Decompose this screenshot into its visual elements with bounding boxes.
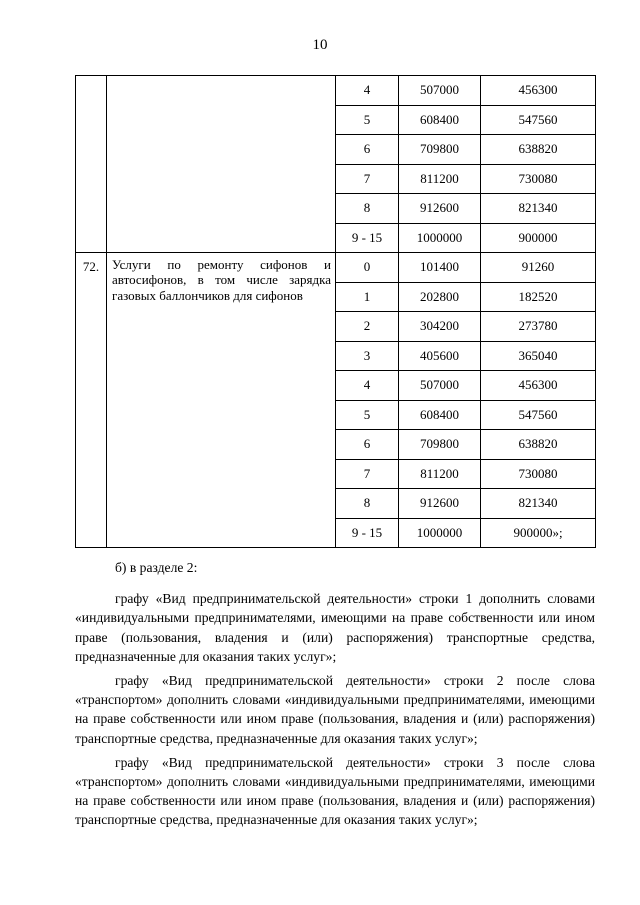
value-cell: 912600 (399, 194, 481, 224)
load-cell: 5 (336, 105, 399, 135)
number-cell-empty (76, 76, 107, 253)
load-cell: 6 (336, 135, 399, 165)
value-cell: 182520 (481, 282, 596, 312)
item-description: Услуги по ремонту сифонов и автосифонов, в том числе зарядка газовых баллончиков для сифонов (107, 253, 336, 548)
value-cell: 202800 (399, 282, 481, 312)
description-cell-empty (107, 76, 336, 253)
load-cell: 7 (336, 459, 399, 489)
tariff-table (75, 75, 596, 548)
load-cell: 3 (336, 341, 399, 371)
value-cell: 273780 (481, 312, 596, 342)
load-cell: 4 (336, 371, 399, 401)
value-cell: 811200 (399, 459, 481, 489)
value-cell: 608400 (399, 105, 481, 135)
amendment-text (75, 558, 595, 835)
value-cell: 821340 (481, 194, 596, 224)
value-cell: 365040 (481, 341, 596, 371)
value-cell: 900000»; (481, 518, 596, 548)
value-cell: 456300 (481, 371, 596, 401)
paragraph-line-1: графу «Вид предпринимательской деятельности» строки 1 дополнить словами «индивидуальными предпринимателями, имеющими на праве собственности или ином праве (пользования, владения и (или) распоряжения) транспортные средства, предназначенные для оказания таких услуг»; (75, 591, 595, 664)
load-cell: 2 (336, 312, 399, 342)
item-number: 72. (76, 253, 107, 548)
value-cell: 811200 (399, 164, 481, 194)
paragraph-line-2: графу «Вид предпринимательской деятельности» строки 2 после слова «транспортом» дополнить словами «индивидуальными предпринимателями, имеющими на праве собственности или ином праве (пользования, владения и (или) распоряжения) транспортные средства, предназначенные для оказания таких услуг»; (75, 673, 595, 746)
load-cell: 7 (336, 164, 399, 194)
value-cell: 507000 (399, 371, 481, 401)
load-cell: 6 (336, 430, 399, 460)
load-cell: 5 (336, 400, 399, 430)
value-cell: 608400 (399, 400, 481, 430)
value-cell: 91260 (481, 253, 596, 283)
value-cell: 638820 (481, 135, 596, 165)
load-cell: 4 (336, 76, 399, 106)
value-cell: 507000 (399, 76, 481, 106)
value-cell: 1000000 (399, 518, 481, 548)
value-cell: 304200 (399, 312, 481, 342)
value-cell: 912600 (399, 489, 481, 519)
value-cell: 547560 (481, 400, 596, 430)
value-cell: 1000000 (399, 223, 481, 253)
load-cell: 1 (336, 282, 399, 312)
value-cell: 547560 (481, 105, 596, 135)
value-cell: 900000 (481, 223, 596, 253)
value-cell: 821340 (481, 489, 596, 519)
value-cell: 405600 (399, 341, 481, 371)
section-b-heading: б) в разделе 2: (115, 560, 198, 575)
table-row (76, 253, 596, 283)
load-cell: 9 - 15 (336, 223, 399, 253)
table-row (76, 76, 596, 106)
value-cell: 730080 (481, 164, 596, 194)
paragraph-line-3: графу «Вид предпринимательской деятельности» строки 3 после слова «транспортом» дополнить словами «индивидуальными предпринимателями, имеющими на праве собственности или ином праве (пользования, владения и (или) распоряжения) транспортные средства, предназначенные для оказания таких услуг»; (75, 754, 595, 828)
value-cell: 730080 (481, 459, 596, 489)
value-cell: 638820 (481, 430, 596, 460)
load-cell: 0 (336, 253, 399, 283)
load-cell: 9 - 15 (336, 518, 399, 548)
page-number: 10 (312, 37, 328, 53)
value-cell: 709800 (399, 430, 481, 460)
value-cell: 709800 (399, 135, 481, 165)
load-cell: 8 (336, 489, 399, 519)
value-cell: 101400 (399, 253, 481, 283)
load-cell: 8 (336, 194, 399, 224)
value-cell: 456300 (481, 76, 596, 106)
